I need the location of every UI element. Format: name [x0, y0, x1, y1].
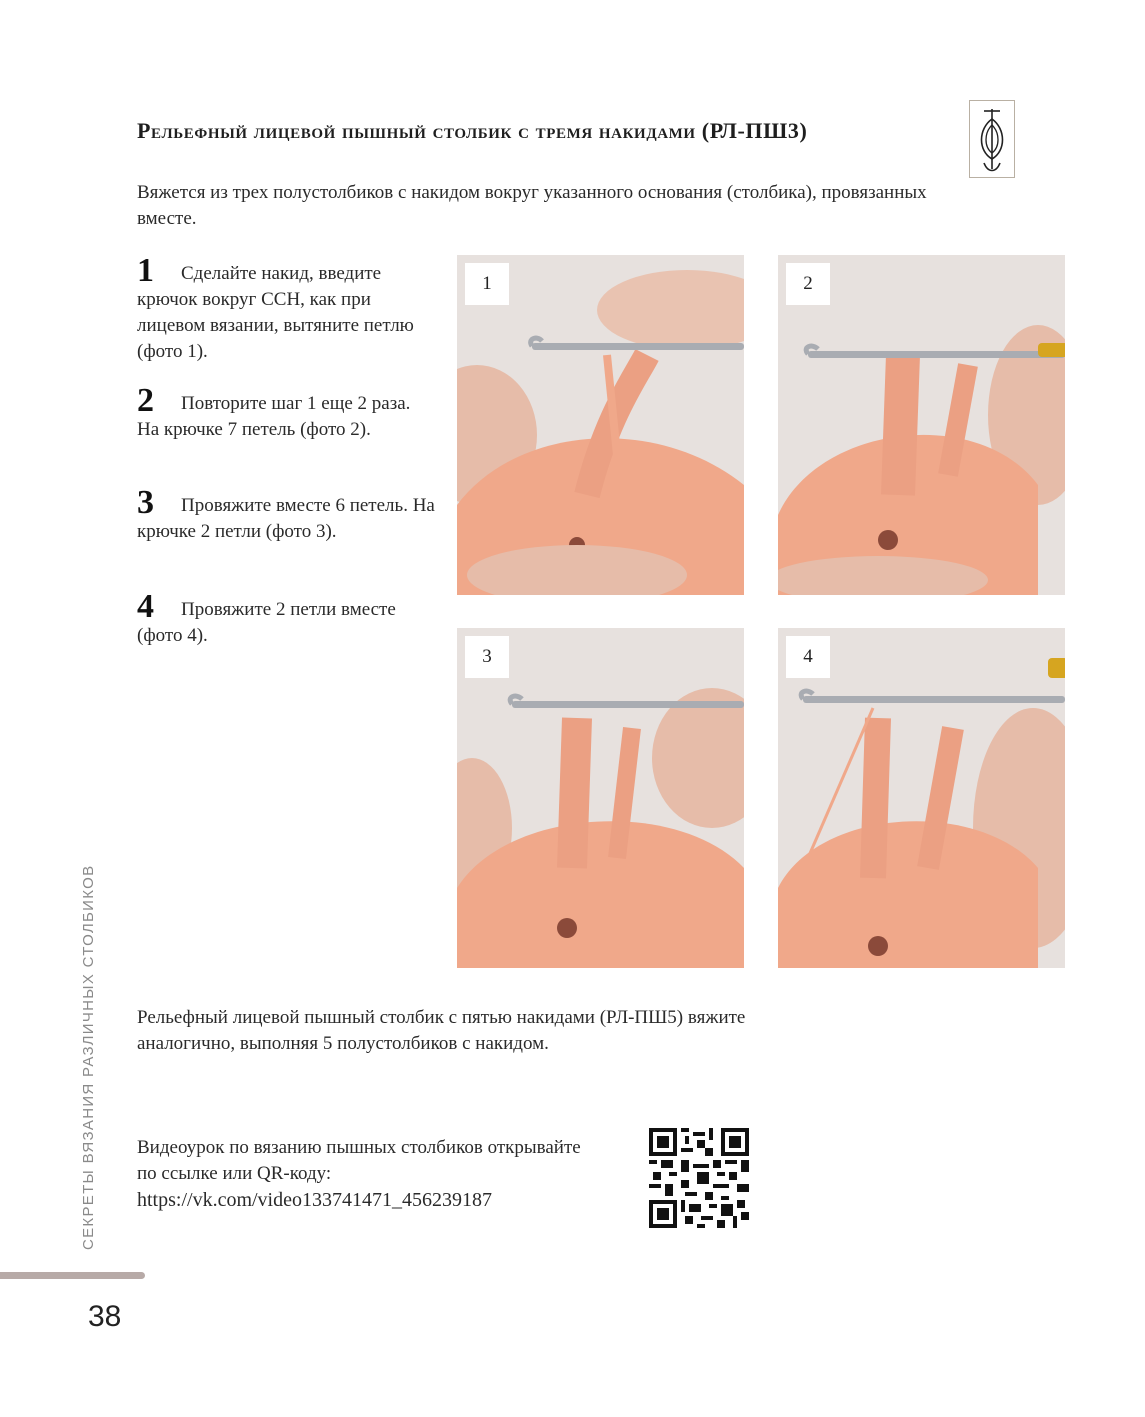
step-number: 1 — [137, 252, 154, 289]
photo-label: 3 — [465, 636, 509, 678]
variant-note: Рельефный лицевой пышный столбик с пятью накидами (РЛ-ПШ5) вяжите аналогично, выполняя 5 полустолбиков с накидом. — [137, 1007, 746, 1054]
chapter-side-label: СЕКРЕТЫ ВЯЗАНИЯ РАЗЛИЧНЫХ СТОЛБИКОВ — [80, 864, 97, 1250]
stitch-symbol-icon — [969, 100, 1015, 178]
photo-2 — [778, 255, 1065, 595]
photo-3 — [457, 628, 744, 968]
step-1 — [137, 252, 437, 365]
step-number: 2 — [137, 382, 154, 419]
video-block — [137, 1135, 637, 1213]
step-number: 3 — [137, 484, 154, 521]
photo-label: 2 — [786, 263, 830, 305]
step-text: Сделайте накид, введите крючок вокруг ССН, как при лицевом вязании, вытяните петлю (фото 1). — [137, 263, 414, 362]
step-3 — [137, 484, 437, 545]
video-text-line1: Видеоурок по вязанию пышных столбиков открывайте — [137, 1137, 581, 1158]
step-number: 4 — [137, 588, 154, 625]
intro-text: Вяжется из трех полустолбиков с накидом вокруг указанного основания (столбика), провязанных вместе. — [137, 182, 927, 229]
photo-1 — [457, 255, 744, 595]
step-text: Повторите шаг 1 еще 2 раза. На крючке 7 петель (фото 2). — [137, 393, 411, 440]
step-2 — [137, 382, 437, 443]
photo-4 — [778, 628, 1065, 968]
step-text: Провяжите 2 петли вместе (фото 4). — [137, 599, 396, 646]
qr-code-icon[interactable] — [649, 1128, 749, 1228]
step-4 — [137, 588, 437, 649]
chapter-bar — [0, 1272, 145, 1279]
video-link[interactable]: https://vk.com/video133741471_456239187 — [137, 1189, 492, 1211]
video-text-line2: по ссылке или QR-коду: — [137, 1163, 332, 1184]
section-title: Рельефный лицевой пышный столбик с тремя накидами (РЛ-ПШ3) — [137, 118, 808, 143]
page-number: 38 — [88, 1300, 122, 1333]
photo-label: 4 — [786, 636, 830, 678]
step-text: Провяжите вместе 6 петель. На крючке 2 петли (фото 3). — [137, 495, 435, 542]
photo-label: 1 — [465, 263, 509, 305]
